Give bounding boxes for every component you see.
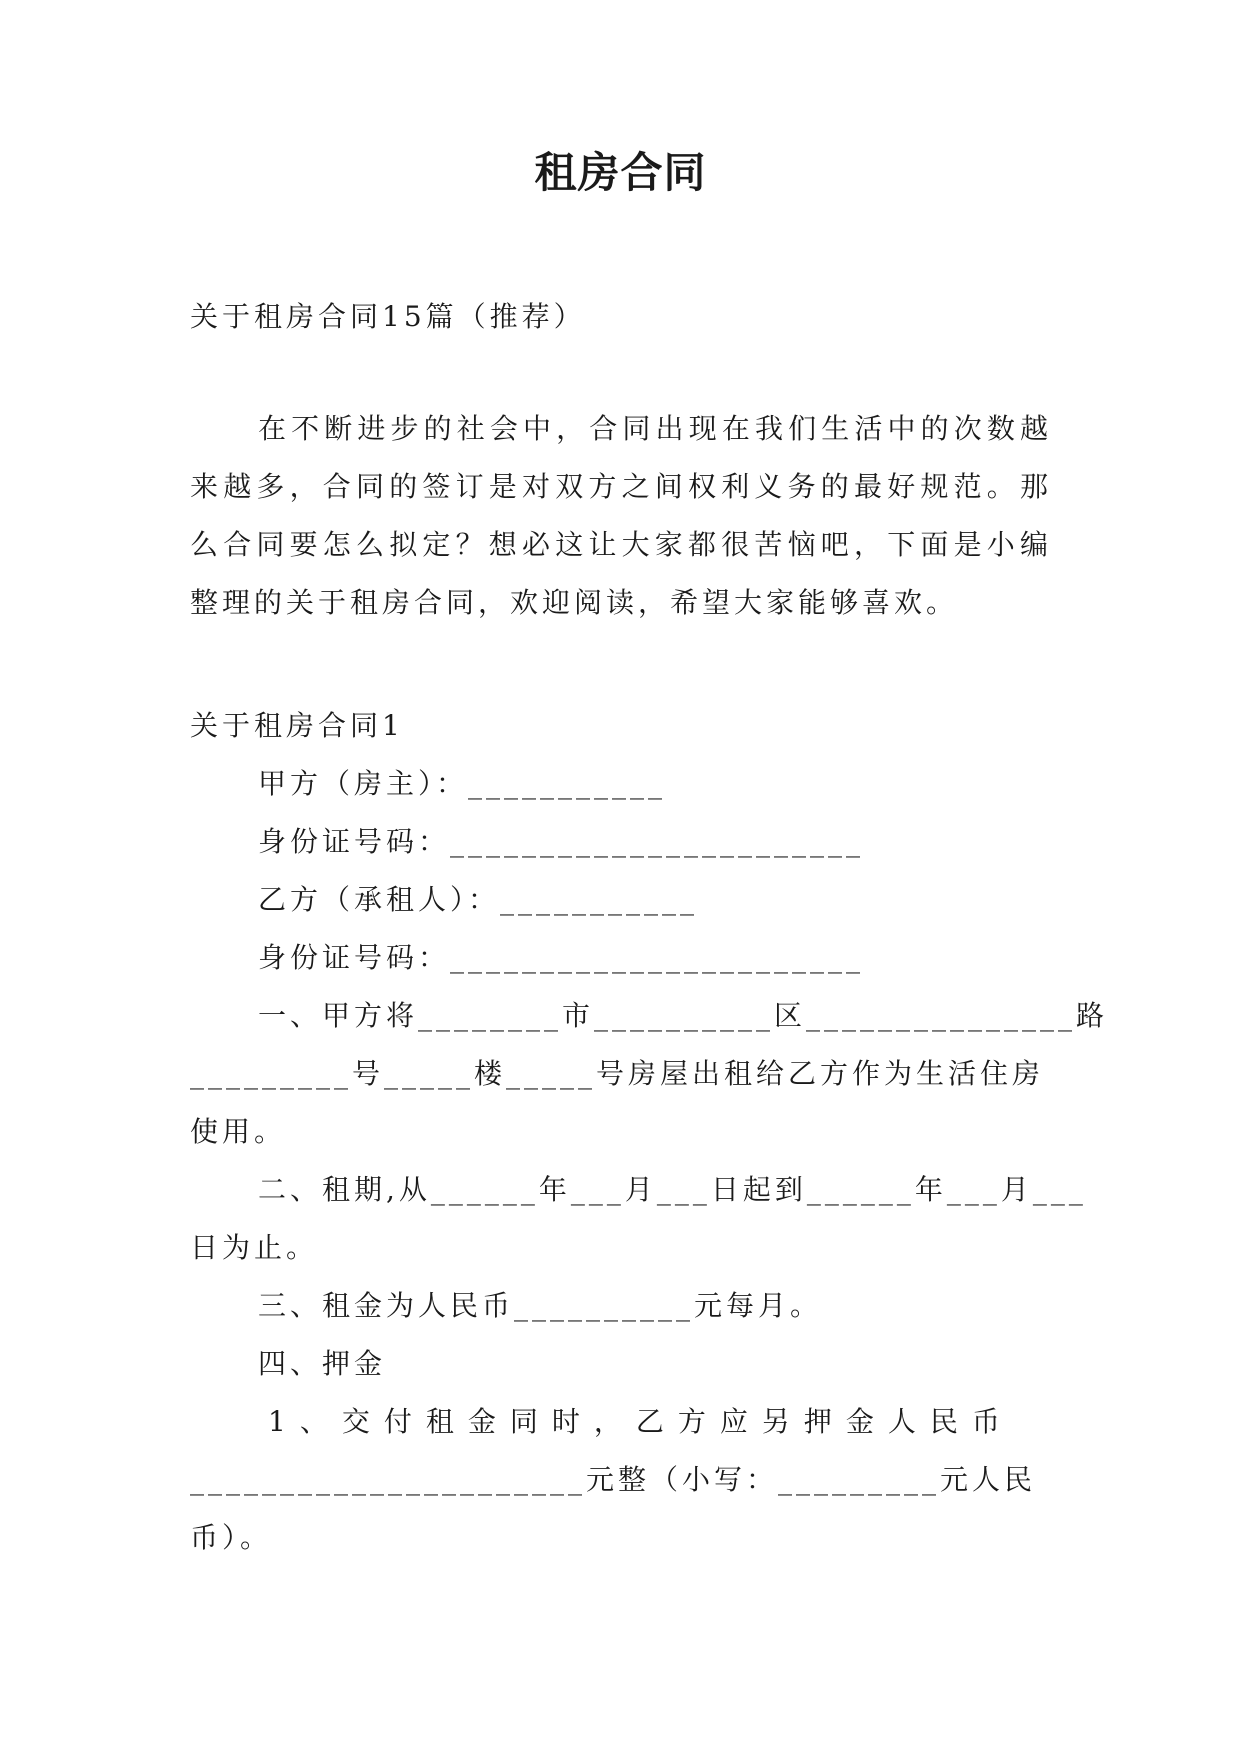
clause-4-item-1-line-2: ______________________元整（小写：_________元人民 (190, 1463, 1037, 1496)
clause-4-heading: 四、押金 (258, 1347, 387, 1380)
landlord-field: 甲方（房主）：___________ (258, 767, 667, 800)
clause-4-item-1-line-1: 1、交付租金同时，乙方应另押金人民币 (268, 1405, 1014, 1438)
clause-1-line-3: 使用。 (190, 1115, 287, 1148)
clause-4-item-1-line-3: 币）。 (190, 1521, 273, 1554)
clause-2-line-2: 日为止。 (190, 1231, 319, 1264)
intro-paragraph: 在不断进步的社会中，合同出现在我们生活中的次数越来越多，合同的签订是对双方之间权利义务的最好规范。那么合同要怎么拟定？想必这让大家都很苦恼吧，下面是小编整理的关于租房合同，欢迎阅读，希望大家能够喜欢。 (190, 412, 1052, 619)
landlord-id-field: 身份证号码：_______________________ (258, 825, 865, 858)
document-title: 租房合同 (534, 148, 707, 197)
clause-1-line-2: _________号_____楼_____号房屋出租给乙方作为生活住房 (190, 1057, 1045, 1090)
contract-body (190, 755, 1109, 1567)
clause-3: 三、租金为人民币__________元每月。 (258, 1289, 823, 1322)
document-subtitle: 关于租房合同15篇（推荐） (190, 300, 586, 333)
clause-1-line-1: 一、甲方将________市__________区_______________路 (258, 999, 1109, 1032)
tenant-id-field: 身份证号码：_______________________ (258, 941, 865, 974)
section-heading: 关于租房合同1 (190, 709, 404, 742)
tenant-field: 乙方（承租人）：___________ (258, 883, 699, 916)
clause-2-line-1: 二、租期,从______年___月___日起到______年___月___ (258, 1173, 1087, 1206)
